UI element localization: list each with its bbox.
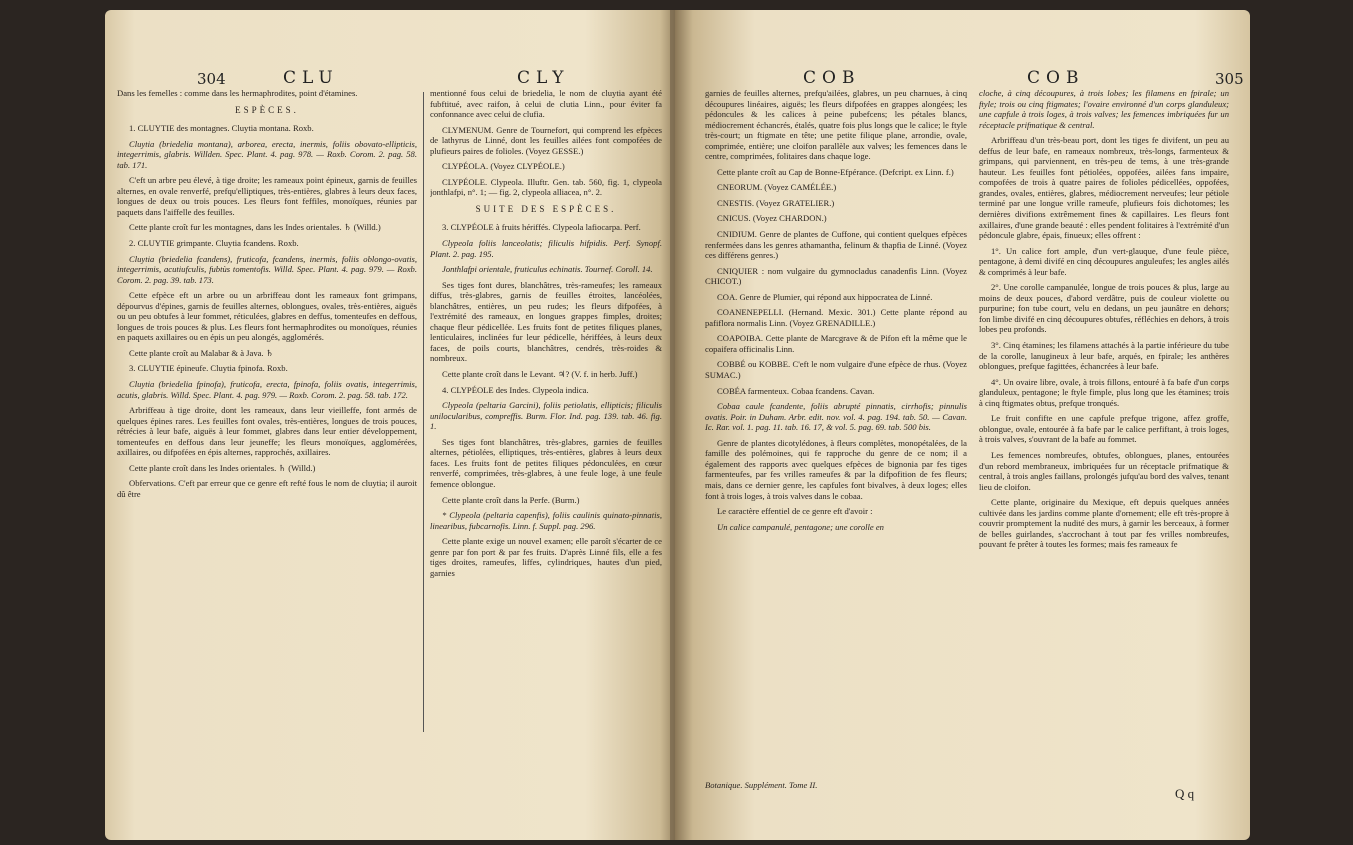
paragraph: Cette plante croît au Malabar & à Java. ♄ bbox=[129, 347, 274, 358]
footer-text: Botanique. Supplément. Tome II. bbox=[705, 780, 818, 790]
column-rule bbox=[423, 92, 424, 732]
paragraph: 2°. Une corolle campanulée, longue de trois pouces & plus, large au moins de deux pouces, d'abord verdâtre, puis de couleur violette ou purpurine; fon tube court, velu en dedans, un peu jaunâtre en dehors; fon limbe divifé en cinq découpures obtufes, réfléchies en dehors, à trois lobes peu profonds. bbox=[979, 282, 1229, 335]
running-head-right: CLY bbox=[517, 68, 570, 88]
paragraph: Cette plante croît au Cap de Bonne-Efpérance. (Defcript. ex Linn. f.) bbox=[717, 166, 954, 177]
paragraph: Cette plante croît dans le Levant. ♃? (V. f. in herb. Juff.) bbox=[442, 369, 638, 380]
paragraph: C'eft un arbre peu élevé, à tige droite; les rameaux point épineux, garnis de feuilles alternes, en ovale renverfé, prefqu'elliptiques, très-entières, glabres à leurs deux faces, longues de deux ou trois pouces. Les fleurs font feffiles, monoïques, réunies par paquets dans l'aiffelle des feuilles. bbox=[117, 175, 417, 217]
paragraph: 3. CLYPÉOLE à fruits hériffés. Clypeola lafiocarpa. Perf. bbox=[442, 222, 641, 233]
paragraph: Cette plante croît dans les Indes orientales. ♄ (Willd.) bbox=[129, 462, 316, 473]
paragraph: Obfervations. C'eft par erreur que ce genre eft refté fous le nom de cluytia; il auroit dû être bbox=[117, 478, 417, 499]
paragraph: cloche, à cinq découpures, à trois lobes; les filamens en fpirale; un ftyle; trois ou cinq ftigmates; l'ovaire environné d'un corps glanduleux; une capfule à trois loges, à trois valves; les femences imbriquées fur un réceptacle prifmatique & central. bbox=[979, 88, 1229, 130]
paragraph: * Clypeola (peltaria capenfis), foliis caulinis quinato-pinnatis, linearibus, fubcarnofis. Linn. f. Suppl. pag. 296. bbox=[430, 510, 662, 531]
text-column-2 bbox=[430, 88, 662, 738]
running-head-left: CLU bbox=[283, 68, 339, 88]
paragraph: Cette plante croît fur les montagnes, dans les Indes orientales. ♄ (Willd.) bbox=[129, 222, 381, 233]
paragraph: Cette plante, originaire du Mexique, eft depuis quelques années cultivée dans les jardins comme plante d'ornement; elle eft très-propre à couvrir promptement la nudité des murs, à garnir les berceaux, à former de belles guirlandes, s'accrochant à tout par fes vrilles nombreufes, pouvant fe prêter à toutes les formes; mais fes rameaux fe bbox=[979, 497, 1229, 550]
paragraph: Le fruit confifte en une capfule prefque trigone, affez groffe, oblongue, ovale, entourée à fa bafe par le calice perfiftant, à trois loges, à trois valves, s'ouvrant de la bafe au fommet. bbox=[979, 413, 1229, 445]
page-number: 305 bbox=[1215, 70, 1244, 88]
section-heading: ESPÈCES. bbox=[235, 104, 299, 115]
paragraph: CLYPÉOLE. Clypeola. Illuftr. Gen. tab. 560, fig. 1, clypeola jonthlafpi, n°. 1; — fig. 2, clypeola alliacea, n°. 2. bbox=[430, 176, 662, 198]
paragraph: CNEORUM. (Voyez CAMÉLÉE.) bbox=[717, 182, 837, 193]
paragraph: CNIDIUM. Genre de plantes de Cuffone, qui contient quelques efpèces renfermées dans les genres athamantha, felinum & thapfia de Linné. (Voyez ces différens genres.) bbox=[705, 229, 967, 261]
paragraph: Ses tiges font blanchâtres, très-glabres, garnies de feuilles alternes, pétiolées, elliptiques, très-entières, glabres à leurs deux faces. Les fruits font de petites filiques pédonculées, en cœur renverfé, comprimées, très-glabres, à une feule loge, à une feule femence oblongue. bbox=[430, 436, 662, 489]
paragraph: mentionné fous celui de briedelia, le nom de cluytia ayant été fubftitué, avec raifon, à celui de clutia Linn., pour éviter fa confonnance avec celui de clufia. bbox=[430, 88, 662, 120]
text-column-1 bbox=[705, 88, 967, 738]
section-heading: SUITE DES ESPÈCES. bbox=[475, 203, 617, 214]
paragraph: Genre de plantes dicotylédones, à fleurs complètes, monopétalées, de la famille des polémoines, qui fe rapproche du genre de ce nom; il a également des rapports avec quelques efpèces de bignonia par fes tiges farmenteufes, par fes vrilles rameufes & par la difpofition de fes fleurs; mais, dans ce dernier genre, les capfules font bivalves, à deux loges; elles font à trois loges, à trois valves dans le cobaa. bbox=[705, 437, 967, 501]
paragraph: COBBÉ ou KOBBE. C'eft le nom vulgaire d'une efpèce de rhus. (Voyez SUMAC.) bbox=[705, 359, 967, 381]
paragraph: COAPOIBA. Cette plante de Marcgrave & de Pifon eft la même que le copaifera officinalis Linn. bbox=[705, 333, 967, 354]
paragraph: Arbriffeau d'un très-beau port, dont les tiges fe divifent, un peu au deffus de leur bafe, en rameaux nombreux, très-longs, farmenteux & grimpans, qui parviennent, en très-peu de tems, à une très-grande hauteur. Les feuilles font pétiolées, oppofées, ailées fans impaire, compofées de trois à quatre paires de folioles pédicellées, oppofées, grandes, ovales, entières, glabres, médiocrement nerveufes; leur pétiole terminé par une longue vrille rameufe, plufieurs fois dichotomes; les dernières divifions extrêmement fines & capillaires. Les fleurs font axillaires, d'une grande beauté : elles pendent folitaires à l'extrémité d'un pédoncule glabre, épais, finueux; elles offrent : bbox=[979, 135, 1229, 241]
footer-line bbox=[705, 780, 967, 794]
paragraph: Clypeola foliis lanceolatis; filiculis hifpidis. Perf. Synopf. Plant. 2. pag. 195. bbox=[430, 238, 662, 259]
paragraph: Le caractère effentiel de ce genre eft d'avoir : bbox=[717, 506, 873, 517]
paragraph: CNICUS. (Voyez CHARDON.) bbox=[717, 213, 827, 224]
paragraph: CLYPÉOLA. (Voyez CLYPÉOLE.) bbox=[442, 161, 565, 172]
paragraph: Les femences nombreufes, obtufes, oblongues, planes, entourées d'un rebord membraneux, imbriquées fur un réceptacle prifmatique & central, à trois angles faillans, prolongés jufqu'au bord des valves, tenant lieu de cloifon. bbox=[979, 449, 1229, 492]
paragraph: Un calice campanulé, pentagone; une corolle en bbox=[717, 521, 884, 532]
paragraph: 4. CLYPÉOLE des Indes. Clypeola indica. bbox=[442, 384, 589, 395]
running-head-right: COB bbox=[1027, 68, 1085, 88]
paragraph: Cluytia (briedelia montana), arborea, erecta, inermis, foliis obovato-ellipticis, integerrimis, glabris. Willden. Spec. Plant. 4. pag. 978. — Roxb. Corom. 2. pag. 58. tab. 171. bbox=[117, 138, 417, 170]
paragraph: CNESTIS. (Voyez GRATELIER.) bbox=[717, 197, 835, 208]
paragraph: Cette plante croît dans la Perfe. (Burm.) bbox=[442, 494, 580, 505]
paragraph: CLYMENUM. Genre de Tournefort, qui comprend les efpèces de lathyrus de Linné, dont les feuilles ailées font compofées de plufieurs paires de folioles. (Voyez GESSE.) bbox=[430, 124, 662, 156]
text-column-2 bbox=[979, 88, 1229, 768]
paragraph: Cluytia (briedelia fcandens), fruticofa, fcandens, inermis, foliis oblongo-ovatis, integerrimis, acutiufculis, fubtùs tomentofis. Willd. Spec. Plant. 4. pag. 979. — Roxb. Corom. 2. pag. 39. tab. 173. bbox=[117, 253, 417, 285]
paragraph: Cobaa caule fcandente, foliis abrupté pinnatis, cirrhofis; pinnulis ovatis. Poir. in Duham. Arbr. edit. nov. vol. 4. pag. 194. tab. 50. — Cavan. Ic. Rar. vol. 1. pag. 11. tab. 16. 17, & vol. 5. pag. 69. tab. 500 bis. bbox=[705, 401, 967, 433]
paragraph: Cette plante exige un nouvel examen; elle paroît s'écarter de ce genre par fon port & par fes fruits. D'après Linné fils, elle a fes tiges droites, rameufes, liffes, cylindriques, hautes d'un pied, garnies bbox=[430, 536, 662, 578]
paragraph: COANENEPELLI. (Hernand. Mexic. 301.) Cette plante répond au pafiflora normalis Linn. (Voyez GRENADILLE.) bbox=[705, 307, 967, 328]
paragraph: CNIQUIER : nom vulgaire du gymnocladus canadenfis Linn. (Voyez CHICOT.) bbox=[705, 265, 967, 287]
paragraph: Dans les femelles : comme dans les hermaphrodites, point d'étamines. bbox=[117, 88, 358, 98]
paragraph: Cette efpèce eft un arbre ou un arbriffeau dont les rameaux font grimpans, dépourvus d'épines, garnis de feuilles alternes, oblongues, ovales, très-entières, aiguës ou un peu obtufes à leur fommet, réticulées, glabres en deffus, tomenteufes en deffous, longues de trois pouces & plus. Les fleurs font hermaphrodites ou monoïques, réunies en paquets axillaires ou en épis un peu alongés, agglomérés. bbox=[117, 290, 417, 343]
paragraph: Clypeola (peltaria Garcini), foliis petiolatis, ellipticis; filiculis unilocularibus, compreffis. Burm. Flor. Ind. pag. 139. tab. 46. fig. 1. bbox=[430, 400, 662, 432]
text-column-1 bbox=[117, 88, 417, 738]
signature-mark: Q q bbox=[1175, 786, 1195, 801]
left-page bbox=[105, 10, 675, 840]
paragraph: garnies de feuilles alternes, prefqu'ailées, glabres, un peu charnues, à cinq découpures linéaires, aiguës; les fleurs difpofées en grappes alongées; les pédoncules & les calices à peine pubefcens; les pétales blancs, médiocrement échancrés, étalés, quatre fois plus longs que le calice; le ftyle très-court; un ftigmate en tête; une petite filique plane, arrondie, ovale, comprimée, entière; une cloifon parallèle aux valves; les femences dans le centre, comprimées, folitaires dans chaque loge. bbox=[705, 88, 967, 162]
paragraph: Ses tiges font dures, blanchâtres, très-rameufes; les rameaux diffus, très-glabres, garnis de feuilles étroites, lancéolées, blanchâtres, entières, un peu rudes; les fleurs difpofées, à l'extrémité des rameaux, en longues grappes fimples, droites; chaque fleur pédicellée. Les fruits font de petites filiques planes, lenticulaires, inclinées fur leur pédicelle, hériffées, à leurs deux faces, de poils courts, blanchâtres, cendrés, très-roides & nombreux. bbox=[430, 279, 662, 364]
paragraph: 2. CLUYTIE grimpante. Cluytia fcandens. Roxb. bbox=[129, 238, 299, 249]
paragraph: Jonthlafpi orientale, fruticulus echinatis. Tournef. Coroll. 14. bbox=[442, 264, 653, 275]
paragraph: 1. CLUYTIE des montagnes. Cluytia montana. Roxb. bbox=[129, 123, 314, 134]
paragraph: Arbriffeau à tige droite, dont les rameaux, dans leur vieilleffe, font armés de quelques épines rares. Les feuilles font ovales, très-entières, longues de trois pouces, rétrécies à leur bafe, aiguës à leur fommet, glabres dans leur entier développement, tomenteufes en deffous dans leur jeuneffe; les fleurs monoïques, agglomérées, axillaires, ou difpofées en épis alternes, rapprochés, axillaires. bbox=[117, 405, 417, 458]
paragraph: 3°. Cinq étamines; les filamens attachés à la partie inférieure du tube de la corolle, lanugineux à leur bafe, arqués, en fpirale; les anthères oblongues, prefque fagittées, échancrées à leur bafe. bbox=[979, 340, 1229, 372]
paragraph: COBÉA farmenteux. Cobaa fcandens. Cavan. bbox=[717, 385, 875, 396]
paragraph: COA. Genre de Plumier, qui répond aux hippocratea de Linné. bbox=[717, 291, 933, 302]
page-number: 304 bbox=[197, 70, 226, 88]
paragraph: 4°. Un ovaire libre, ovale, à trois fillons, entouré à fa bafe d'un corps glanduleux, pentagone; le ftyle fimple, plus long que les étamines; trois à cinq ftigmates obtus, prefque tronqués. bbox=[979, 376, 1229, 408]
right-page bbox=[675, 10, 1250, 840]
paragraph: 3. CLUYTIE épineufe. Cluytia fpinofa. Roxb. bbox=[129, 363, 288, 374]
paragraph: Cluytia (briedelia fpinofa), fruticofa, erecta, fpinofa, foliis ovatis, integerrimis, acutis, glabris. Willd. Spec. Plant. 4. pag. 979. — Roxb. Corom. 2. pag. 58. tab. 172. bbox=[117, 379, 417, 400]
running-head-left: COB bbox=[803, 68, 861, 88]
paragraph: 1°. Un calice fort ample, d'un vert-glauque, d'une feule pièce, pentagone, à demi divifé en cinq découpures anguleufes; les angles ailés & comprimés à leur bafe. bbox=[979, 245, 1229, 277]
